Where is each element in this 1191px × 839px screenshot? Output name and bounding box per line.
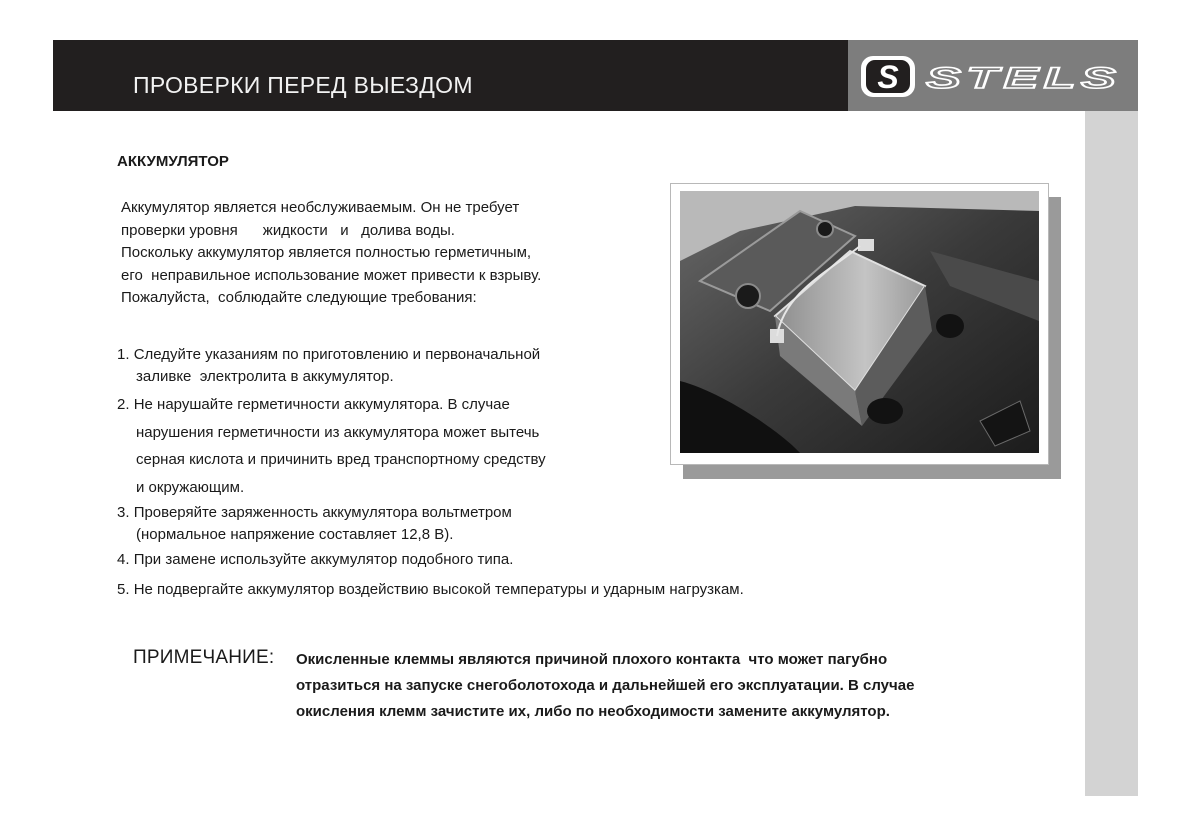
list-text: (нормальное напряжение составляет 12,8 В). xyxy=(136,526,454,543)
note-line: отразиться на запуске снегоболотохода и дальнейшей его эксплуатации. В случае xyxy=(296,677,915,694)
list-text: Следуйте указаниям по приготовлению и первоначальной xyxy=(133,346,541,363)
list-text: и окружающим. xyxy=(136,478,245,496)
list-item xyxy=(117,549,513,571)
note-text xyxy=(296,647,914,725)
list-number: 2. xyxy=(117,396,130,413)
list-text: нарушения герметичности из аккумулятора может вытечь xyxy=(136,423,540,441)
list-number: 1. xyxy=(117,346,130,363)
svg-text:STELS: STELS xyxy=(926,62,1121,95)
svg-text:S: S xyxy=(877,59,899,95)
intro-paragraph xyxy=(121,197,661,310)
header-bar xyxy=(53,40,848,111)
battery-photo xyxy=(680,191,1039,453)
intro-line: Поскольку аккумулятор является полностью герметичным, xyxy=(121,244,532,261)
intro-line: проверки уровня жидкости и долива воды. xyxy=(121,221,455,239)
side-strip xyxy=(1085,111,1138,796)
list-text: При замене используйте аккумулятор подобного типа. xyxy=(133,551,514,568)
list-number: 5. xyxy=(117,581,130,598)
list-text: Не нарушайте герметичности аккумулятора. В случае xyxy=(133,396,510,413)
note-line: Окисленные клеммы являются причиной плохого контакта что может пагубно xyxy=(296,651,888,668)
intro-line: Аккумулятор является необслуживаемым. Он не требует xyxy=(121,199,520,216)
list-number: 3. xyxy=(117,504,130,521)
list-text: серная кислота и причинить вред транспортному средству xyxy=(136,451,546,468)
intro-line: его неправильное использование может привести к взрыву. xyxy=(121,266,542,284)
page-title: ПРОВЕРКИ ПЕРЕД ВЫЕЗДОМ xyxy=(133,72,473,98)
list-item xyxy=(117,502,512,546)
list-item xyxy=(117,344,540,388)
list-item xyxy=(117,391,546,501)
list-number: 4. xyxy=(117,551,130,568)
note-line: окисления клемм зачистите их, либо по необходимости замените аккумулятор. xyxy=(296,703,890,720)
section-title: АККУМУЛЯТОР xyxy=(117,153,229,170)
brand-logo xyxy=(848,40,1138,111)
intro-line: Пожалуйста, соблюдайте следующие требования: xyxy=(121,289,477,306)
list-text: заливке электролита в аккумулятор. xyxy=(136,368,394,385)
list-item xyxy=(117,579,744,601)
note-label: ПРИМЕЧАНИЕ: xyxy=(133,647,275,668)
list-text: Не подвергайте аккумулятор воздействию высокой температуры и ударным нагрузкам. xyxy=(133,581,744,598)
list-text: Проверяйте заряженность аккумулятора вольтметром xyxy=(133,504,512,521)
